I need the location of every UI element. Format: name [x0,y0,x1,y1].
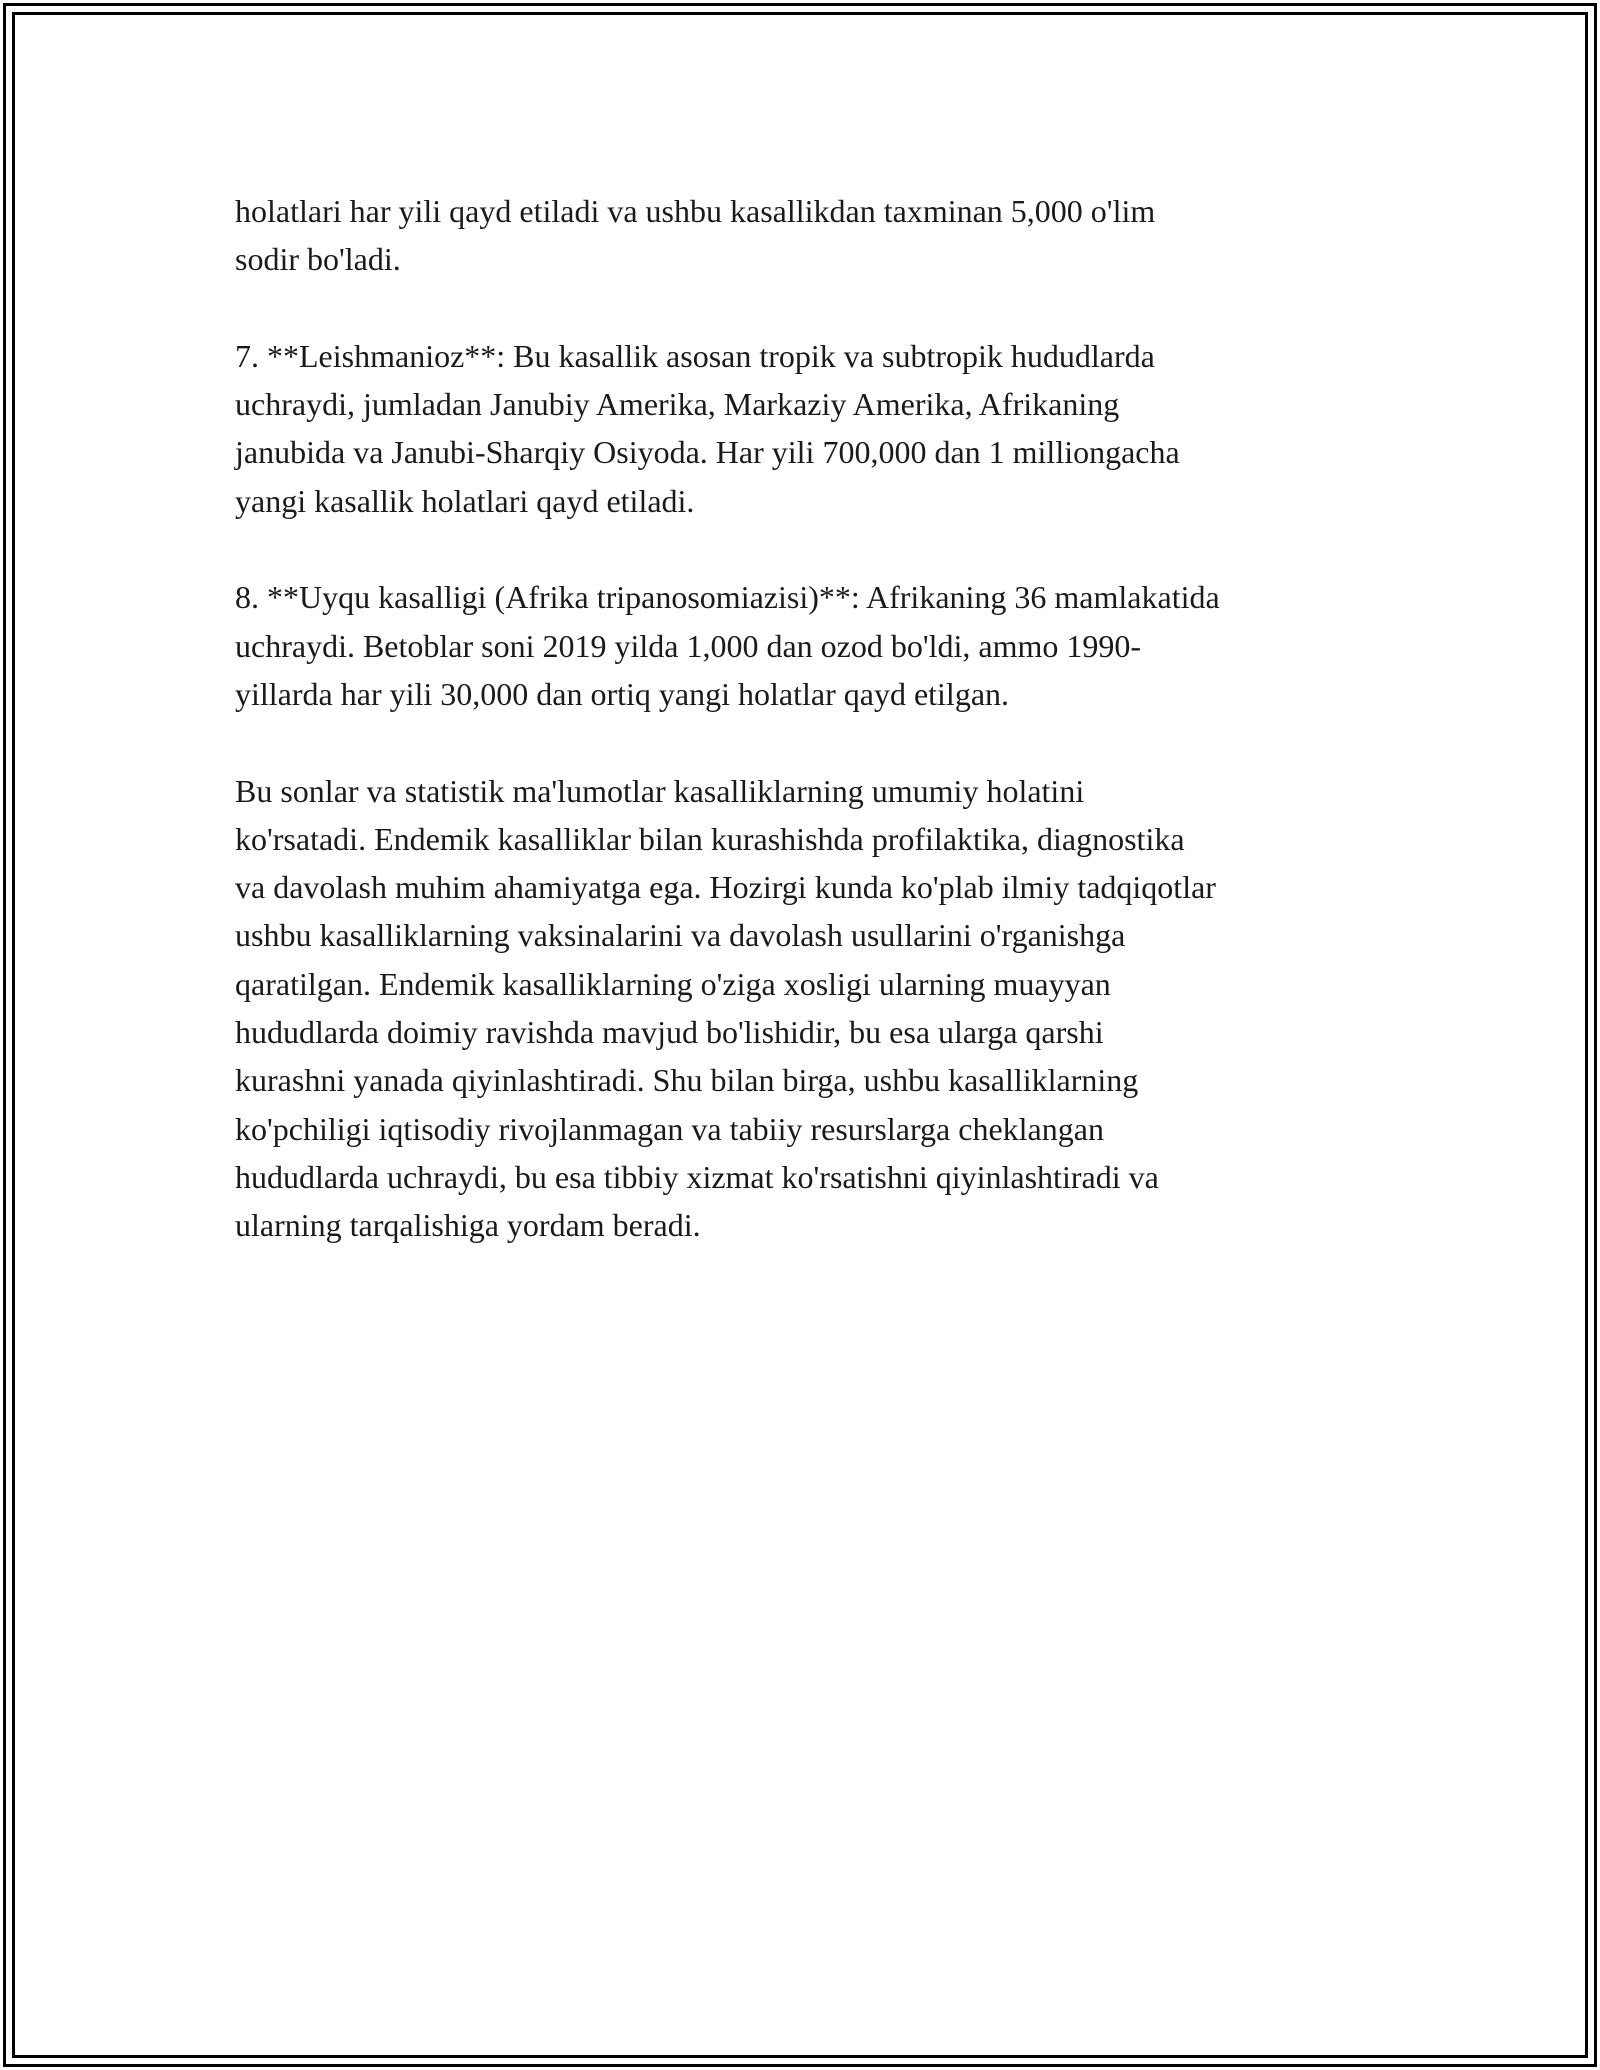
paragraph-uyqu-kasalligi: 8. **Uyqu kasalligi (Afrika tripanosomiazisi)**: Afrikaning 36 mamlakatida uchraydi. Betoblar soni 2019 yilda 1,000 dan ozod bo'ldi, ammo 1990- yillarda har yili 30,000 dan ortiq yangi holatlar qayd etilgan. [235,579,1220,712]
paragraph-continuation: holatlari har yili qayd etiladi va ushbu kasallikdan taxminan 5,000 o'lim sodir bo'ladi. [235,193,1156,278]
document-body [235,187,1385,1298]
paragraph-leishmanioz: 7. **Leishmanioz**: Bu kasallik asosan tropik va subtropik hududlarda uchraydi, jumladan Janubiy Amerika, Markaziy Amerika, Afrikaning janubida va Janubi-Sharqiy Osiyoda. Har yili 700,000 dan 1 milliongacha yangi kasallik holatlari qayd etiladi. [235,337,1180,519]
paragraph-conclusion: Bu sonlar va statistik ma'lumotlar kasalliklarning umumiy holatini ko'rsatadi. Endemik kasalliklar bilan kurashishda profilaktika, diagnostika va davolash muhim ahamiyatga ega. Hozirgi kunda ko'plab ilmiy tadqiqotlar ushbu kasalliklarning vaksinalarini va davolash usullarini o'rganishga qaratilgan. Endemik kasalliklarning o'ziga xosligi ularning muayyan hududlarda doimiy ravishda mavjud bo'lishidir, bu esa ularga qarshi kurashni yanada qiyinlashtiradi. Shu bilan birga, ushbu kasalliklarning ko'pchiligi iqtisodiy rivojlanmagan va tabiiy resurslarga cheklangan hududlarda uchraydi, bu esa tibbiy xizmat ko'rsatishni qiyinlashtiradi va ularning tarqalishiga yordam beradi. [235,772,1216,1244]
